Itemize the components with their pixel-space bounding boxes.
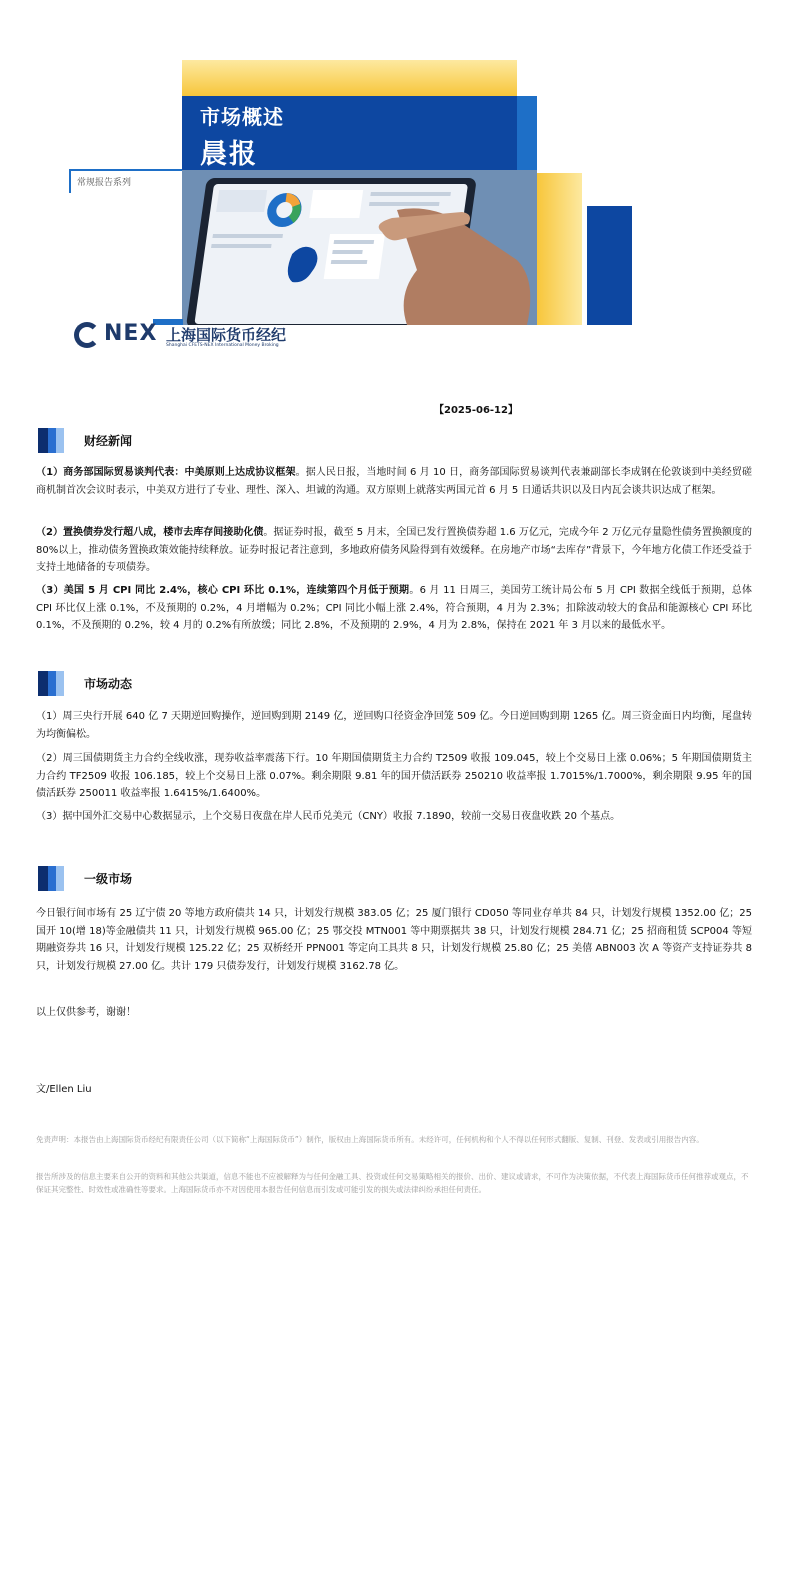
series-bar [69, 171, 71, 193]
market-item-1: （1）周三央行开展 640 亿 7 天期逆回购操作，逆回购到期 2149 亿，逆回购口径资金净回笼 509 亿。今日逆回购到期 1265 亿。周三资金面日内均衡，尾盘转为均衡偏松。 [36, 711, 752, 740]
author: 文/Ellen Liu [36, 1084, 92, 1095]
cover-photo [182, 170, 537, 325]
news-item-1-body: 。据人民日报，当地时间 6 月 10 日，商务部国际贸易谈判代表兼副部长李成钢在伦敦谈到中美经贸磋商机制首次会议时表示，中美双方进行了专业、理性、深入、坦诚的沟通。双方原则上就落实两国元首 6 月 5 日通话共识以及日内瓦会谈共识达成了框架。 [36, 467, 752, 496]
cover-subtitle: 晨报 [200, 139, 258, 170]
report-date: 【2025-06-12】 [434, 405, 518, 416]
news-item-2 [36, 524, 752, 577]
series-label: 常规报告系列 [77, 178, 132, 188]
section-title-market: 市场动态 [84, 677, 133, 691]
news-item-1 [36, 464, 752, 499]
logo-wordmark: NEX [104, 321, 158, 346]
disclaimer-2: 报告所涉及的信息主要来自公开的资料和其他公共渠道，信息不能也不应被解释为与任何金融工具、投资或任何交易策略相关的报价、出价、建议或请求，不可作为决策依据，不代表上海国际货币任何推荐或观点，不保证其完整性、时效性或准确性等要求。上海国际货币亦不对因使用本报告任何信息而引发或可能引发的损失或法律纠纷承担任何责任。 [36, 1172, 749, 1194]
news-item-2-body: 。据证券时报，截至 5 月末，全国已发行置换债券超 1.6 万亿元，完成今年 2 万亿元存量隐性债务置换额度的 80%以上，推动债务置换政策效能持续释放。证券时报记者注意到，多地政府债务风险得到有效缓释。在房地产市场“去库存”背景下，今年地方化债工作还受益于支持土地储备的专项债券。 [36, 527, 752, 573]
cover-blue-square [587, 206, 632, 325]
news-item-3-body: 。6 月 11 日周三，美国劳工统计局公布 5 月 CPI 数据全线低于预期，总体 CPI 环比仅上涨 0.1%，不及预期的 0.2%，4 月增幅为 0.2%；CPI 同比小幅上涨 2.4%，符合预期，4 月为 2.3%；扣除波动较大的食品和能源核心 CPI 环比 0.1%，不及预期的 0.2%，较 4 月的 0.2%有所放缓；同比 2.8%，不及预期的 2.9%，4 月为 2.8%，保持在 2021 年 3 月以来的最低水平。 [36, 585, 752, 631]
logo-english-name: Shanghai CFETS-NEX International Money Broking [166, 343, 279, 348]
market-item-3: （3）据中国外汇交易中心数据显示，上个交易日夜盘在岸人民币兑美元（CNY）收报 7.1890，较前一交易日夜盘收跌 20 个基点。 [36, 811, 621, 822]
section-icon [38, 671, 64, 696]
logo-chinese-name: 上海国际货币经纪 [166, 326, 287, 344]
primary-market-body: 今日银行间市场有 25 辽宁债 20 等地方政府债共 14 只，计划发行规模 383.05 亿；25 厦门银行 CD050 等同业存单共 84 只，计划发行规模 1352.00 亿；25 国开 10(增 18)等金融债共 11 只，计划发行规模 965.00 亿；25 鄂交投 MTN001 等中期票据共 38 只，计划发行规模 284.71 亿；25 招商租赁 SCP004 等短期融资券共 16 只，计划发行规模 125.22 亿；25 双桥经开 PPN001 等定向工具共 8 只，计划发行规模 25.80 亿；25 美僖 ABN003 次 A 等资产支持证券共 8 只，计划发行规模 27.00 亿。共计 179 只债券发行，计划发行规模 3162.78 亿。 [36, 908, 752, 972]
cover-title: 市场概述 [200, 105, 284, 129]
news-item-3-lead: （3）美国 5 月 CPI 同比 2.4%，核心 CPI 环比 0.1%，连续第四个月低于预期 [36, 585, 410, 596]
section-title-news: 财经新闻 [84, 434, 133, 448]
closing-note: 以上仅供参考，谢谢！ [36, 1007, 136, 1018]
series-divider [69, 169, 182, 171]
nex-logo-icon [74, 322, 100, 348]
section-icon [38, 428, 64, 453]
tablet-dashboard-image [182, 170, 537, 325]
market-item-2: （2）周三国债期货主力合约全线收涨，现券收益率震荡下行。10 年期国债期货主力合约 T2509 收报 109.045，较上个交易日上涨 0.06%；5 年期国债期货主力合约 TF2509 收报 106.185，较上个交易日上涨 0.07%。剩余期限 9.81 年的国开债活跃券 250210 收益率报 1.7015%/1.7000%，剩余期限 9.95 年的国债活跃券 250011 收益率报 1.6415%/1.6400%。 [36, 753, 752, 799]
news-item-2-lead: （2）置换债券发行超八成，楼市去库存间接助化债 [36, 527, 264, 538]
section-icon [38, 866, 64, 891]
section-title-primary: 一级市场 [84, 872, 133, 886]
news-item-1-lead: （1）商务部国际贸易谈判代表：中美原则上达成协议框架 [36, 467, 296, 478]
cover-yellow-band [182, 60, 517, 96]
disclaimer-1: 免责声明：本报告由上海国际货币经纪有限责任公司（以下简称“上海国际货币”）制作，版权由上海国际货币所有。未经许可，任何机构和个人不得以任何形式翻版、复制、刊登、发表或引用报告内容。 [36, 1135, 704, 1144]
cover-yellow-block [537, 173, 582, 325]
cover-accent-strip [517, 96, 537, 170]
news-item-3 [36, 582, 752, 635]
